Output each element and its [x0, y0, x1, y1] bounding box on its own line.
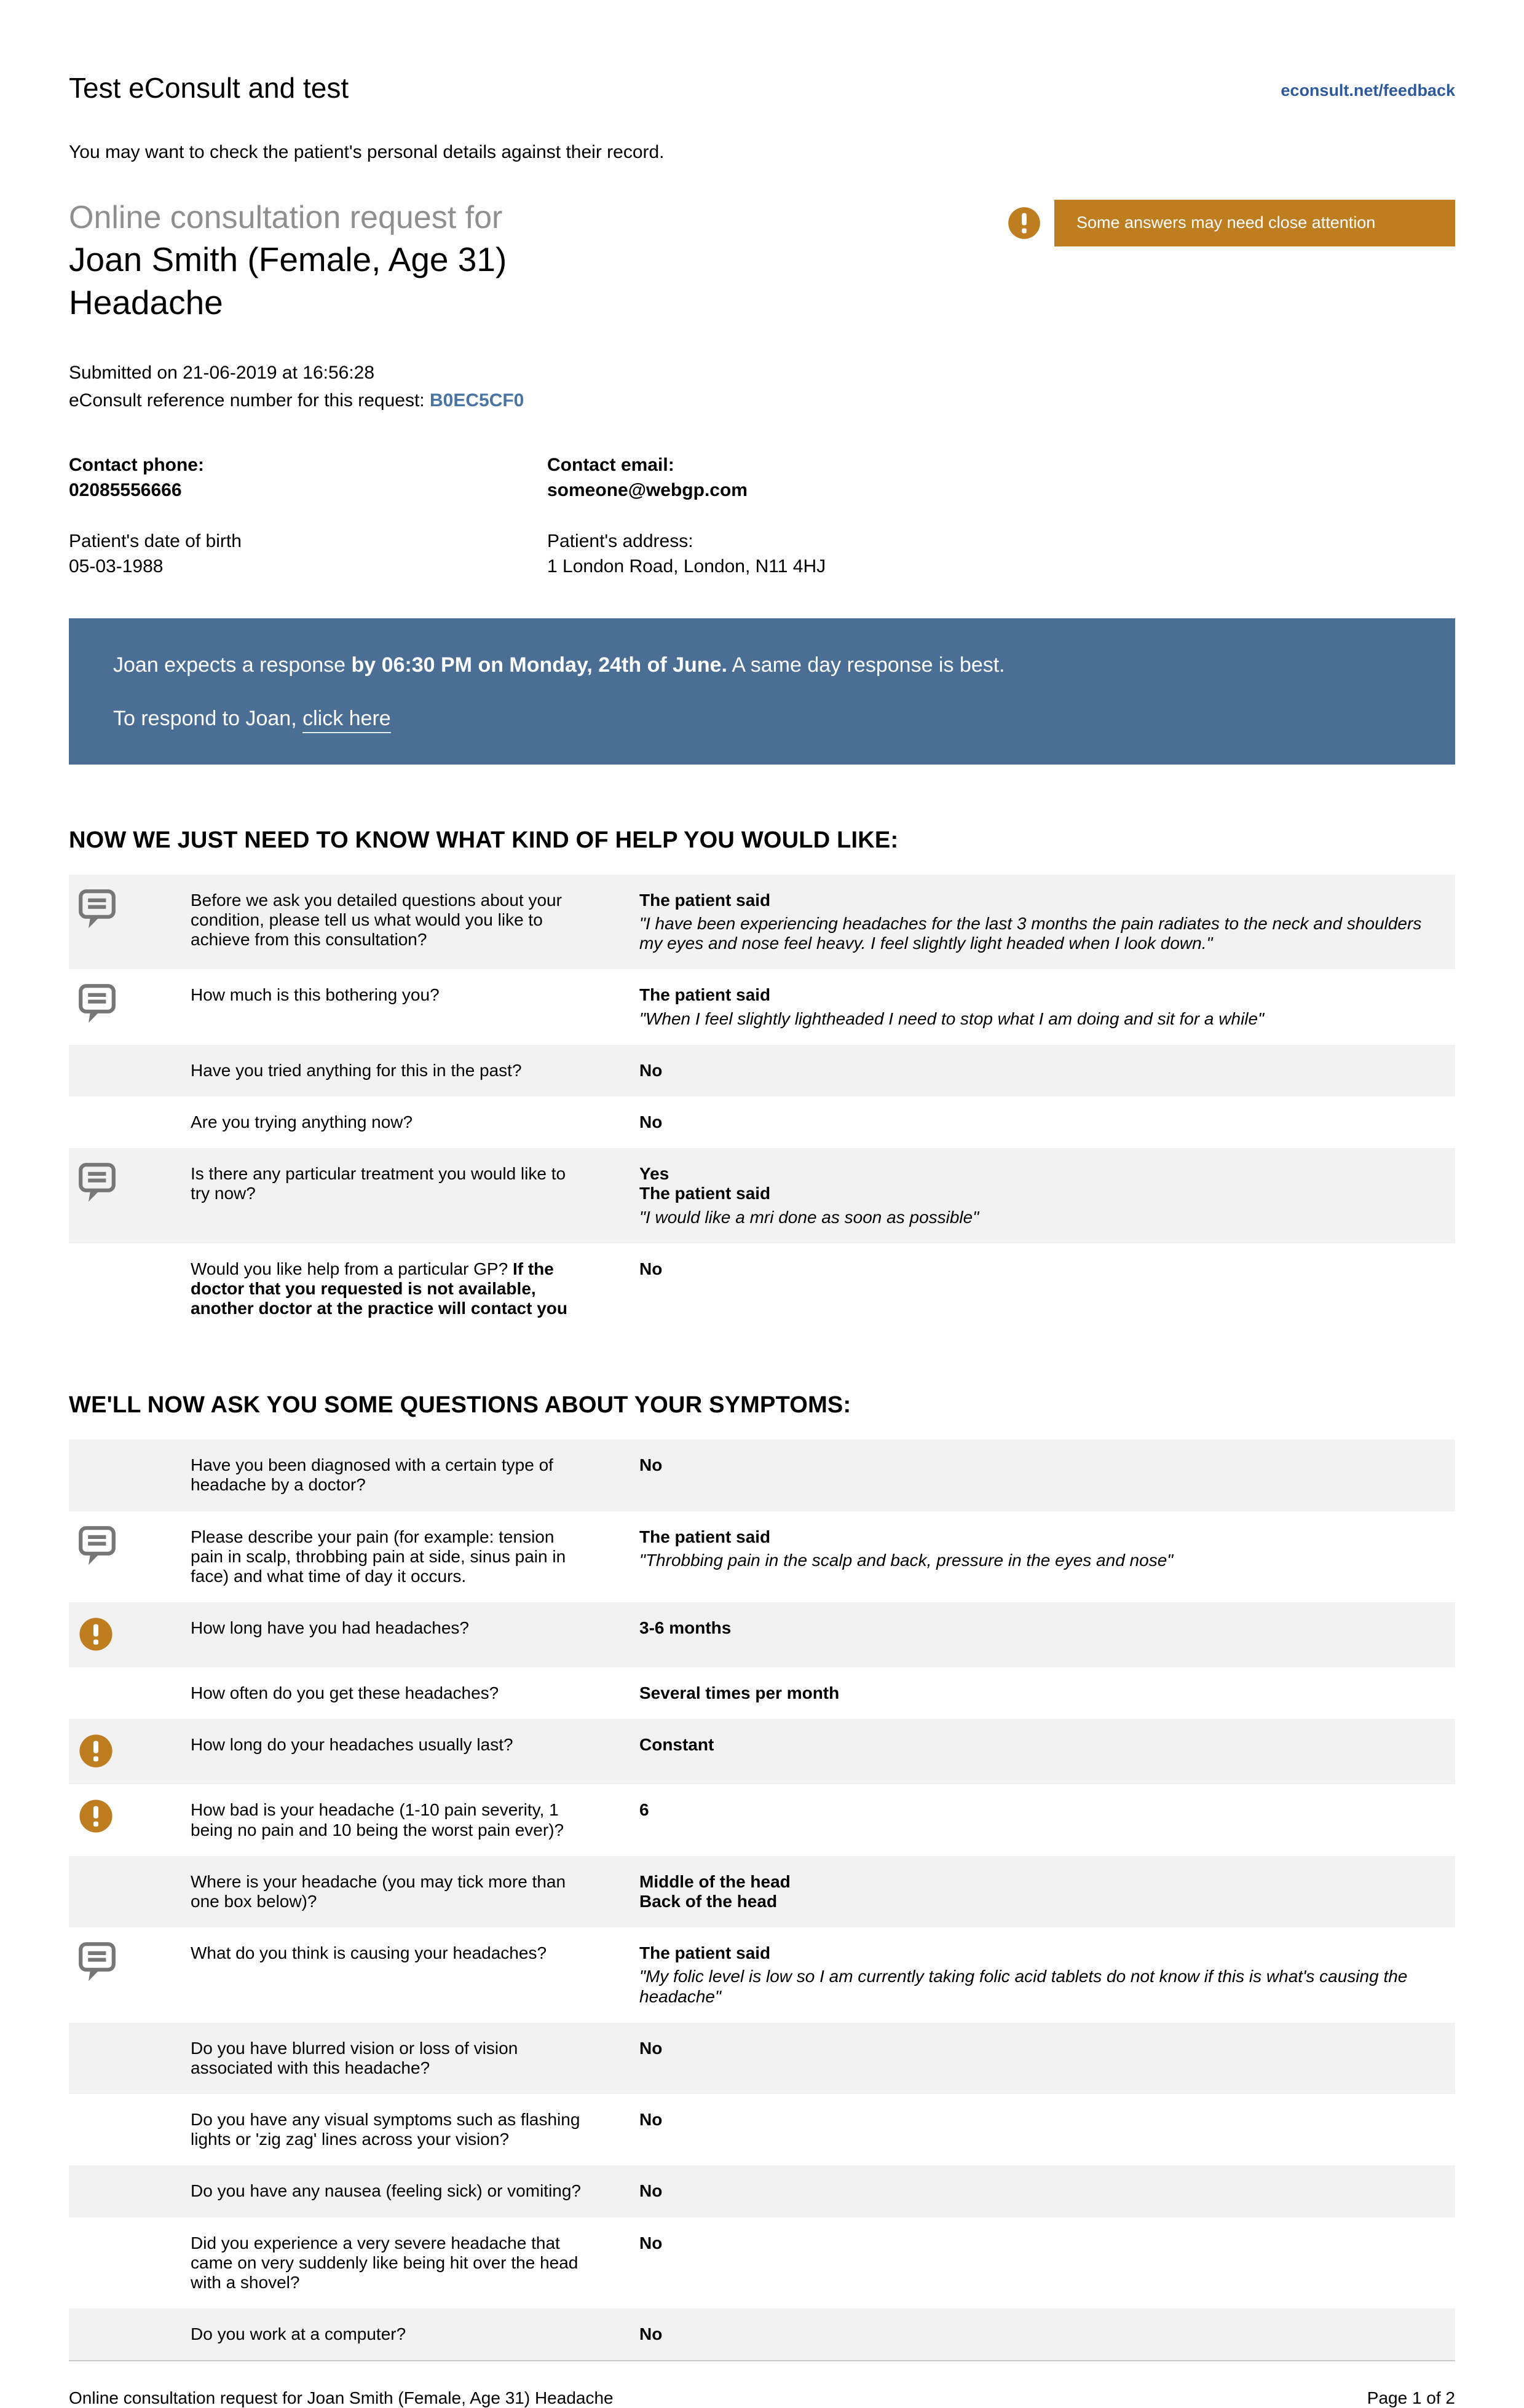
answer-text	[639, 1259, 1437, 1319]
answer-value: No	[639, 1455, 663, 1475]
question-label: Do you have any nausea (feeling sick) or vomiting?	[191, 2181, 582, 2201]
question-label: Do you have any visual symptoms such as flashing lights or 'zig zag' lines across your vision?	[191, 2110, 580, 2149]
question-label: Have you been diagnosed with a certain type of headache by a doctor?	[191, 1455, 553, 1495]
attention-badge-label: Some answers may need close attention	[1054, 200, 1455, 246]
address-label: Patient's address:	[547, 531, 693, 552]
patient-said-label: The patient said	[639, 985, 771, 1005]
contact-email-value: someone@webgp.com	[547, 479, 748, 500]
no-icon	[69, 1683, 191, 1703]
contact-details	[69, 452, 1455, 579]
question-text	[191, 1618, 639, 1651]
section-header-help: NOW WE JUST NEED TO KNOW WHAT KIND OF HELP YOU WOULD LIKE:	[69, 827, 899, 853]
question-text	[191, 1259, 639, 1319]
footer-page-number: Page 1 of 2	[1367, 2388, 1455, 2408]
answer-value: Constant	[639, 1735, 714, 1755]
help-question-rows	[69, 875, 1455, 1334]
response-deadline-line	[113, 653, 1411, 678]
answer-text	[639, 1872, 1437, 1911]
answer-value: No	[639, 2324, 663, 2344]
patient-quote: "I would like a mri done as soon as possible"	[639, 1207, 979, 1227]
question-text	[191, 2324, 639, 2344]
answer-text	[639, 2233, 1437, 2293]
qa-row	[69, 1243, 1455, 1335]
contact-phone-block	[69, 452, 547, 503]
question-text	[191, 1527, 639, 1587]
contact-email-block	[547, 452, 1455, 503]
question-text	[191, 1943, 639, 2007]
request-title-prefix: Online consultation request for	[69, 199, 503, 235]
answer-text	[639, 1800, 1437, 1839]
alert-icon	[1008, 207, 1041, 240]
question-label: What do you think is causing your headaches?	[191, 1943, 547, 1963]
reference-number: B0EC5CF0	[429, 390, 524, 411]
deadline-bold: by 06:30 PM on Monday, 24th of June.	[351, 653, 727, 677]
answer-text	[639, 2039, 1437, 2078]
question-text	[191, 2233, 639, 2293]
qa-row	[69, 1096, 1455, 1148]
answer-value: No	[639, 2233, 663, 2253]
intro-note: You may want to check the patient's personal details against their record.	[69, 141, 665, 162]
answer-value: No	[639, 1112, 663, 1131]
patient-said-label: The patient said	[639, 1184, 771, 1203]
qa-row	[69, 1439, 1455, 1511]
answer-text	[639, 891, 1437, 954]
deadline-prefix: Joan expects a response	[113, 653, 352, 677]
deadline-suffix: A same day response is best.	[727, 653, 1005, 677]
question-label: Would you like help from a particular GP?	[191, 1259, 508, 1278]
question-label: How bad is your headache (1-10 pain severity, 1 being no pain and 10 being the worst pain ever)?	[191, 1800, 564, 1839]
respond-click-here-link[interactable]: click here	[302, 707, 391, 733]
respond-prefix: To respond to Joan,	[113, 707, 303, 731]
question-text	[191, 2039, 639, 2078]
answer-value: No	[639, 1259, 663, 1278]
contact-phone-label: Contact phone:	[69, 454, 204, 475]
reference-line	[69, 387, 1455, 414]
answer-text	[639, 1618, 1437, 1651]
question-label: Do you work at a computer?	[191, 2324, 406, 2344]
question-text	[191, 2110, 639, 2149]
qa-row	[69, 1784, 1455, 1855]
no-icon	[69, 1259, 191, 1319]
no-icon	[69, 2110, 191, 2149]
question-label: Are you trying anything now?	[191, 1112, 413, 1131]
question-label: How often do you get these headaches?	[191, 1683, 499, 1703]
question-text	[191, 1735, 639, 1768]
question-text	[191, 2181, 639, 2201]
qa-row	[69, 875, 1455, 970]
answer-text	[639, 1683, 1437, 1703]
question-label: Do you have blurred vision or loss of vision associated with this headache?	[191, 2038, 518, 2077]
qa-row	[69, 1927, 1455, 2023]
patient-quote: "I have been experiencing headaches for the last 3 months the pain radiates to the neck and shoulders my eyes and nose feel heavy. I feel slightly light headed when I look down."	[639, 914, 1422, 953]
no-icon	[69, 2233, 191, 2293]
patient-said-label: The patient said	[639, 1943, 771, 1963]
attention-badge	[1008, 200, 1455, 246]
no-icon	[69, 1455, 191, 1495]
answer-value: 6	[639, 1800, 649, 1820]
answer-value: No	[639, 2110, 663, 2130]
answer-value: Several times per month	[639, 1683, 840, 1703]
answer-text	[639, 985, 1437, 1028]
patient-said-label: The patient said	[639, 1527, 771, 1546]
answer-value: Middle of the head	[639, 1871, 791, 1891]
question-text	[191, 1800, 639, 1839]
submitted-line: Submitted on 21-06-2019 at 16:56:28	[69, 362, 375, 383]
question-bold-label: If the doctor that you requested is not available, another doctor at the practice will contact you	[191, 1259, 567, 1318]
speech-bubble-icon	[69, 1164, 191, 1227]
question-text	[191, 1455, 639, 1495]
qa-row	[69, 1602, 1455, 1667]
answer-text	[639, 2110, 1437, 2149]
question-text	[191, 1164, 639, 1227]
speech-bubble-icon	[69, 1527, 191, 1587]
contact-email-label: Contact email:	[547, 454, 674, 475]
question-label: How long have you had headaches?	[191, 1618, 470, 1638]
dob-value: 05-03-1988	[69, 556, 164, 577]
patient-quote: "Throbbing pain in the scalp and back, pressure in the eyes and nose"	[639, 1550, 1174, 1570]
answer-value: Yes	[639, 1164, 669, 1184]
patient-said-label: The patient said	[639, 890, 771, 910]
answer-text	[639, 1112, 1437, 1132]
question-label: How much is this bothering you?	[191, 985, 440, 1005]
question-text	[191, 891, 639, 954]
qa-row	[69, 1511, 1455, 1603]
qa-row	[69, 1719, 1455, 1784]
dob-block	[69, 529, 547, 579]
reference-label: eConsult reference number for this request:	[69, 390, 425, 411]
qa-row	[69, 1045, 1455, 1096]
qa-row	[69, 1667, 1455, 1719]
qa-row	[69, 2308, 1455, 2360]
answer-text	[639, 1061, 1437, 1080]
no-icon	[69, 2181, 191, 2201]
qa-row	[69, 969, 1455, 1044]
speech-bubble-icon	[69, 985, 191, 1028]
answer-text	[639, 1164, 1437, 1227]
qa-row	[69, 2094, 1455, 2165]
answer-text	[639, 1455, 1437, 1495]
contact-phone-value: 02085556666	[69, 479, 182, 500]
answer-text	[639, 2324, 1437, 2344]
contact-column-left	[69, 452, 547, 579]
no-icon	[69, 1872, 191, 1911]
address-value: 1 London Road, London, N11 4HJ	[547, 556, 826, 577]
no-icon	[69, 1112, 191, 1132]
section-header-symptoms: WE'LL NOW ASK YOU SOME QUESTIONS ABOUT YOUR SYMPTOMS:	[69, 1392, 851, 1418]
submission-meta	[69, 359, 1455, 414]
response-expectation-banner	[69, 618, 1455, 765]
question-text	[191, 985, 639, 1028]
answer-text	[639, 1527, 1437, 1587]
respond-line	[113, 706, 1411, 731]
question-text	[191, 1112, 639, 1132]
practice-name: Test eConsult and test	[69, 72, 349, 104]
question-label: Have you tried anything for this in the past?	[191, 1060, 522, 1080]
footer-title: Online consultation request for Joan Smith (Female, Age 31) Headache	[69, 2388, 614, 2408]
question-label: Before we ask you detailed questions about your condition, please tell us what would you like to achieve from this consultation?	[191, 890, 562, 950]
answer-text	[639, 2181, 1437, 2201]
patient-quote: "My folic level is low so I am currently taking folic acid tablets do not know if this is what's causing the headache"	[639, 1967, 1408, 2006]
qa-row	[69, 1148, 1455, 1243]
speech-bubble-icon	[69, 1943, 191, 2007]
dob-label: Patient's date of birth	[69, 531, 242, 552]
question-text	[191, 1872, 639, 1911]
qa-row	[69, 2023, 1455, 2094]
question-label: Where is your headache (you may tick more than one box below)?	[191, 1871, 566, 1911]
no-icon	[69, 1061, 191, 1080]
qa-row	[69, 2165, 1455, 2217]
symptom-question-rows	[69, 1439, 1455, 2360]
answer-value: No	[639, 2181, 663, 2201]
answer-value: 3-6 months	[639, 1618, 732, 1638]
page-footer	[69, 2388, 1455, 2408]
patient-name-line: Joan Smith (Female, Age 31)	[69, 240, 507, 279]
alert-icon	[69, 1618, 191, 1651]
no-icon	[69, 2324, 191, 2344]
condition-title: Headache	[69, 283, 223, 322]
question-label: How long do your headaches usually last?	[191, 1735, 513, 1755]
alert-icon	[69, 1735, 191, 1768]
qa-row	[69, 2217, 1455, 2309]
answer-text	[639, 1735, 1437, 1768]
question-label: Did you experience a very severe headache that came on very suddenly like being hit over the head with a shovel?	[191, 2233, 578, 2292]
answer-value: No	[639, 2038, 663, 2058]
qa-row	[69, 1856, 1455, 1927]
question-label: Please describe your pain (for example: tension pain in scalp, throbbing pain at side, sinus pain in face) and what time of day it occurs.	[191, 1527, 566, 1586]
answer-text	[639, 1943, 1437, 2007]
answer-value: Back of the head	[639, 1891, 778, 1911]
footer-divider	[69, 2360, 1455, 2361]
contact-column-right	[547, 452, 1455, 579]
no-icon	[69, 2039, 191, 2078]
question-text	[191, 1683, 639, 1703]
request-title-block	[69, 197, 1455, 325]
alert-icon	[69, 1800, 191, 1839]
feedback-link[interactable]: econsult.net/feedback	[1281, 81, 1455, 100]
address-block	[547, 529, 1455, 579]
speech-bubble-icon	[69, 891, 191, 954]
question-text	[191, 1061, 639, 1080]
question-label: Is there any particular treatment you would like to try now?	[191, 1164, 566, 1203]
answer-value: No	[639, 1060, 663, 1080]
patient-quote: "When I feel slightly lightheaded I need to stop what I am doing and sit for a while"	[639, 1009, 1265, 1028]
